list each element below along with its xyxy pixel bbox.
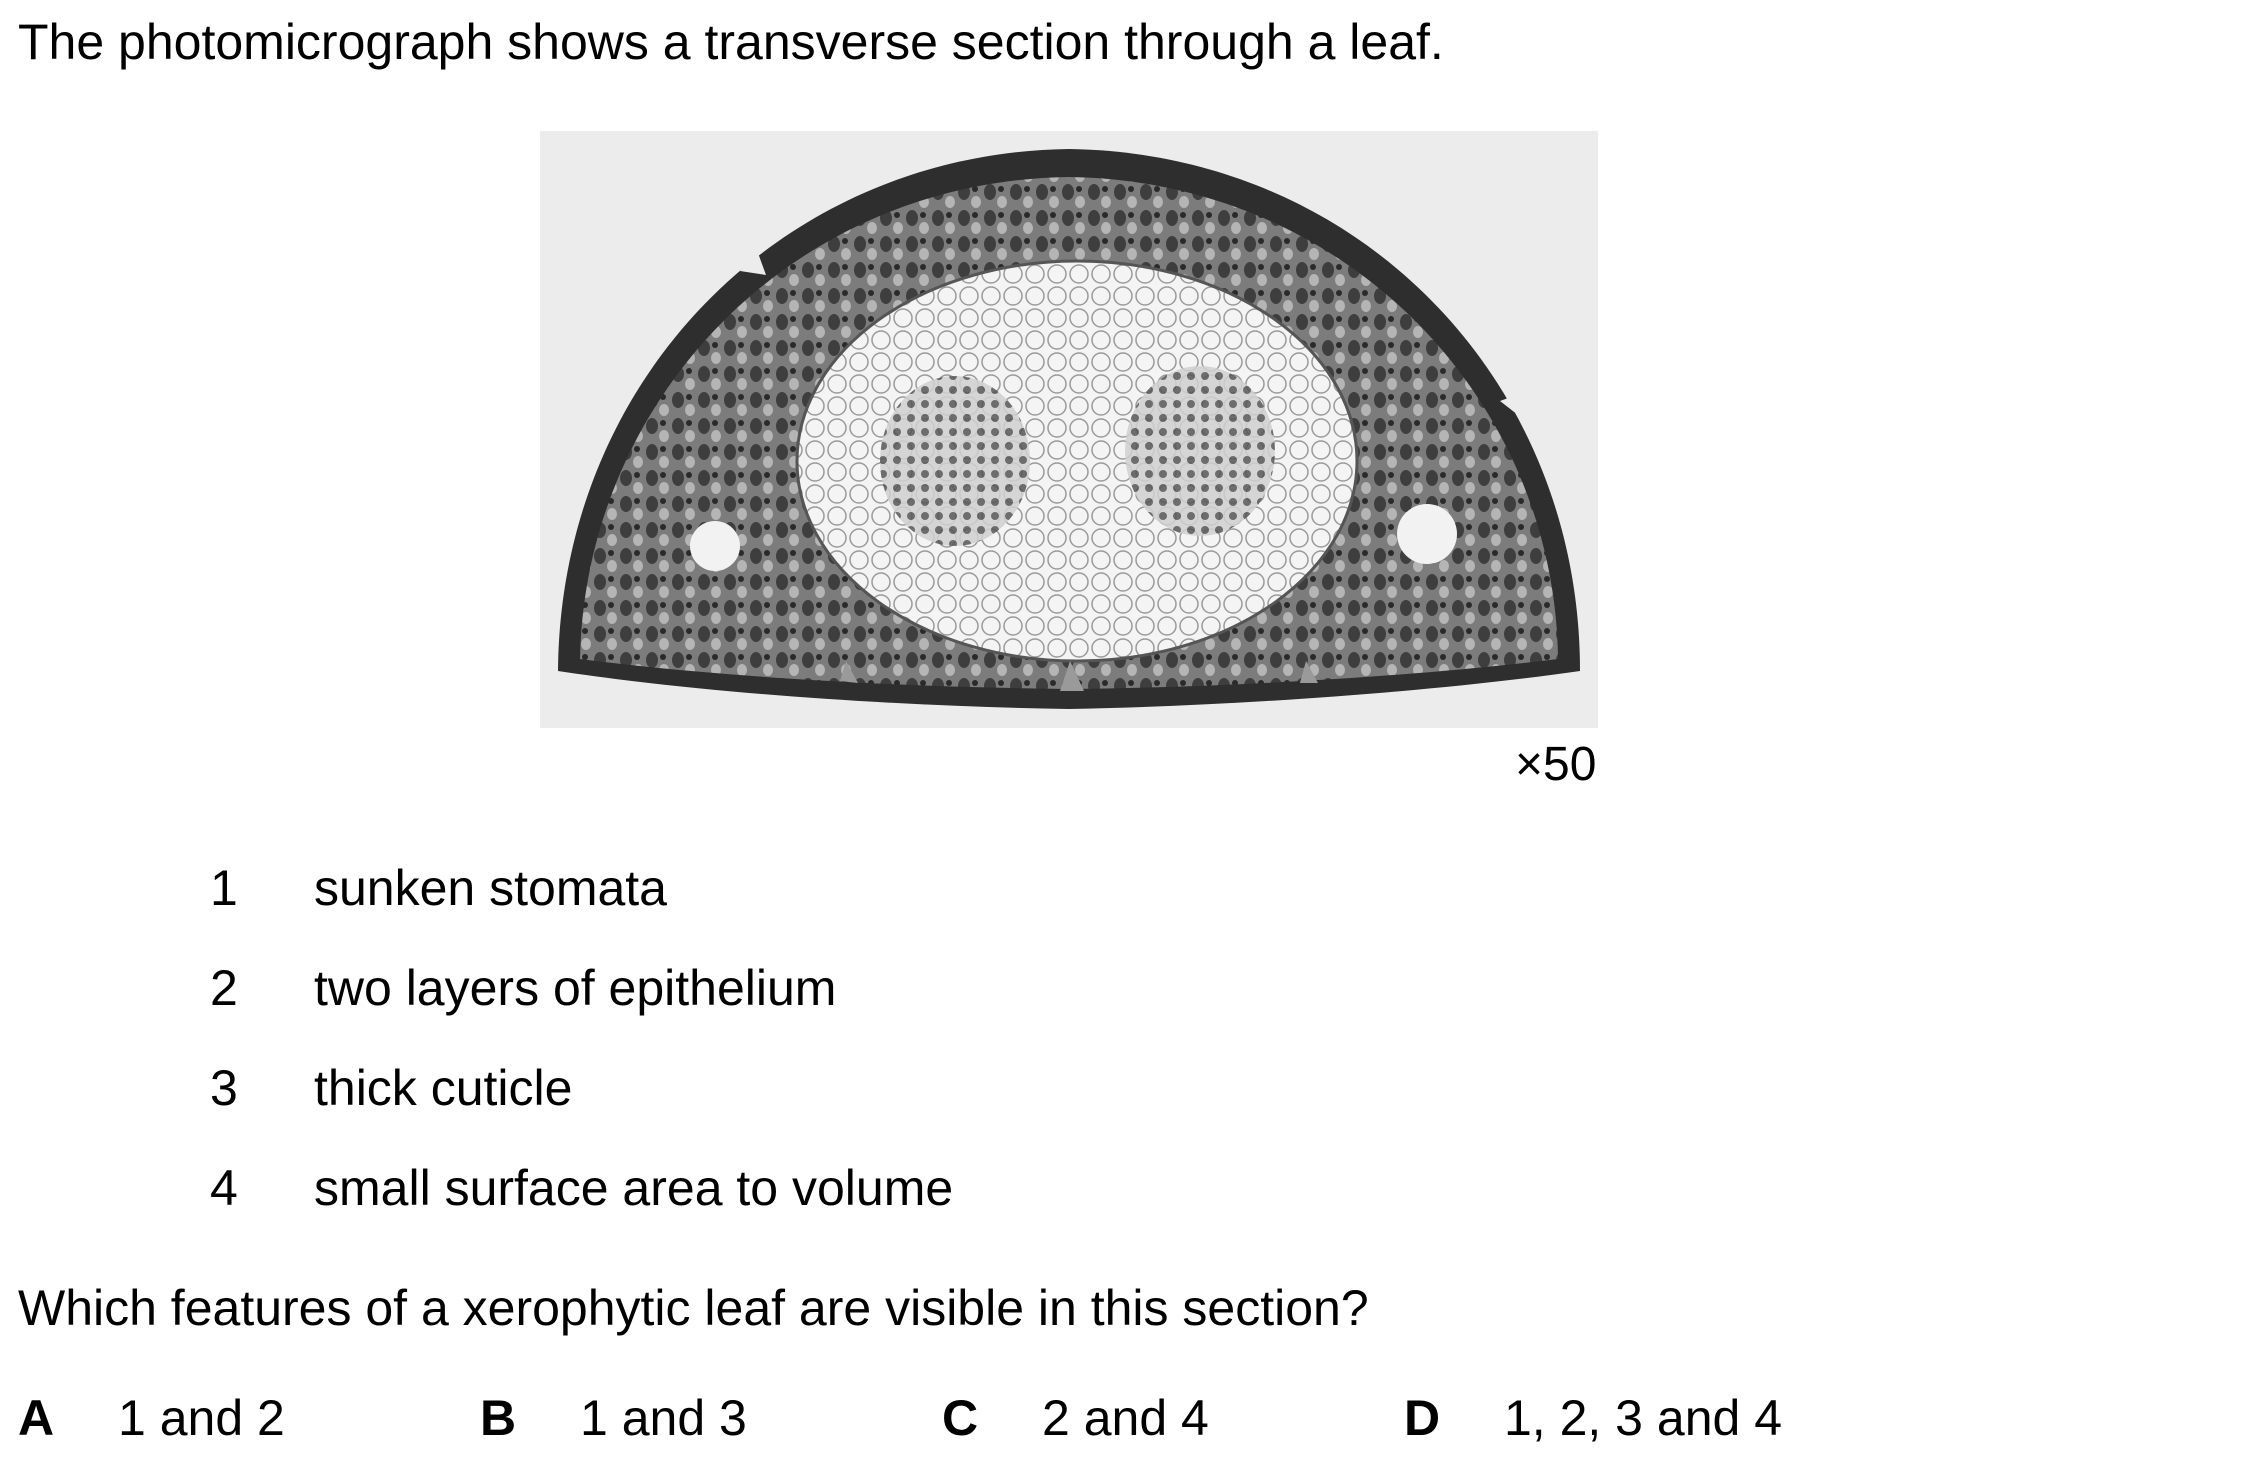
feature-list [210, 858, 953, 1258]
option-a[interactable] [18, 1388, 285, 1448]
feature-number: 1 [210, 860, 238, 916]
feature-text: two layers of epithelium [314, 960, 837, 1016]
air-space-right [1397, 504, 1457, 564]
feature-number: 3 [210, 1060, 238, 1116]
vascular-bundle-right [1125, 366, 1275, 536]
list-item [210, 1058, 953, 1158]
answer-options [18, 1388, 2218, 1450]
option-d[interactable] [1404, 1388, 1782, 1448]
feature-text: thick cuticle [314, 1060, 573, 1116]
feature-text: small surface area to volume [314, 1160, 954, 1216]
list-item [210, 1158, 953, 1258]
option-letter: C [942, 1390, 979, 1446]
magnification-label: ×50 [1515, 738, 1597, 791]
question-intro: The photomicrograph shows a transverse section through a leaf. [18, 14, 1444, 70]
option-text: 1 and 3 [580, 1390, 747, 1446]
option-b[interactable] [480, 1388, 747, 1448]
feature-number: 2 [210, 960, 238, 1016]
option-c[interactable] [942, 1388, 1209, 1448]
list-item [210, 958, 953, 1058]
option-letter: A [18, 1390, 55, 1446]
question-prompt: Which features of a xerophytic leaf are visible in this section? [18, 1280, 1369, 1336]
option-letter: D [1404, 1390, 1441, 1446]
option-text: 2 and 4 [1042, 1390, 1209, 1446]
feature-number: 4 [210, 1160, 238, 1216]
leaf-micrograph-image [540, 131, 1598, 728]
feature-text: sunken stomata [314, 860, 667, 916]
option-letter: B [480, 1390, 517, 1446]
option-text: 1, 2, 3 and 4 [1504, 1390, 1783, 1446]
list-item [210, 858, 953, 958]
air-space-left [690, 521, 740, 571]
vascular-bundle-left [880, 376, 1030, 546]
option-text: 1 and 2 [118, 1390, 285, 1446]
